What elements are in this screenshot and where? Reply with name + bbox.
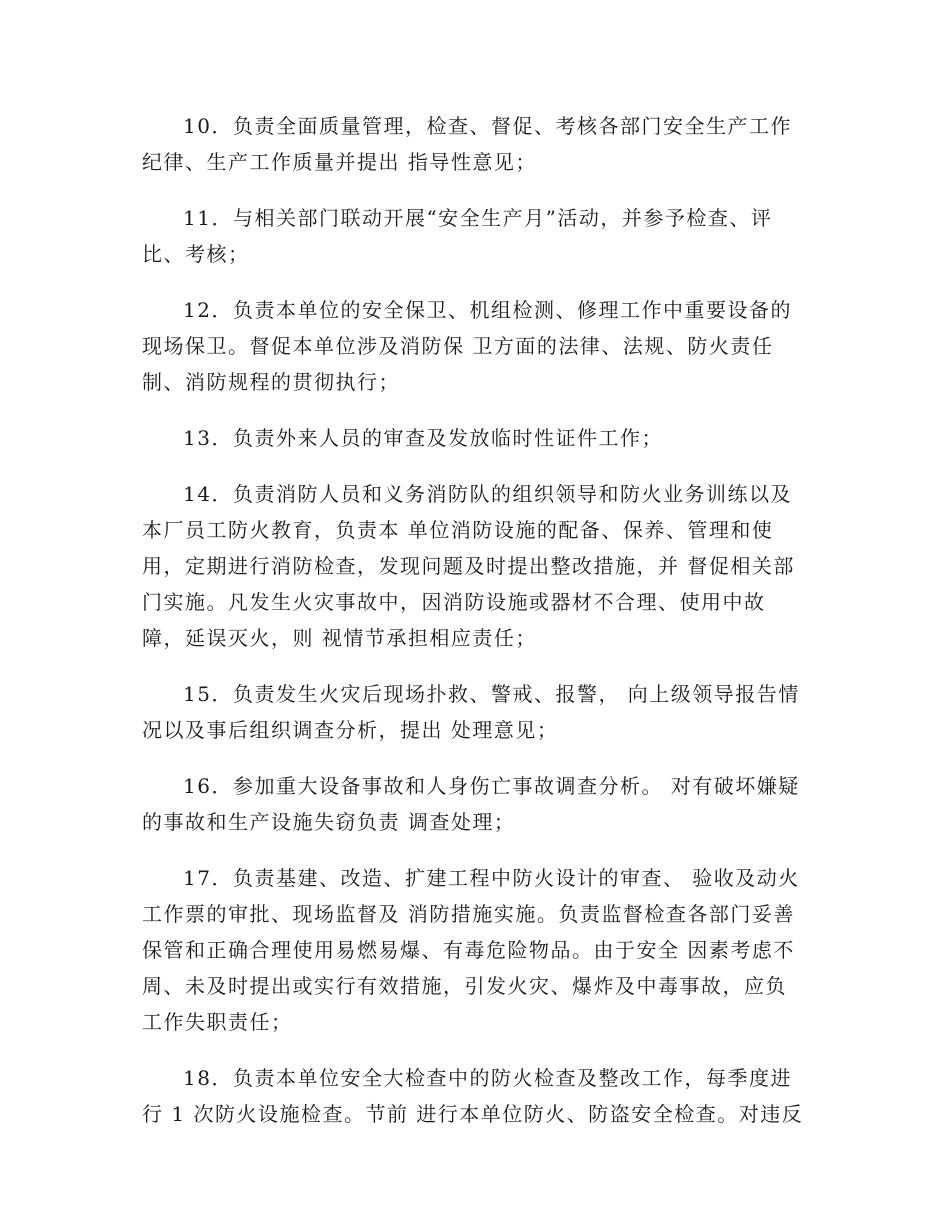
- text-line: 10．负责全面质量管理，检查、督促、考核各部门安全生产工作: [183, 114, 792, 138]
- paragraph-17: [142, 860, 804, 1040]
- text-line: 13．负责外来人员的审查及发放临时性证件工作；: [183, 426, 663, 450]
- paragraph-12: [142, 292, 804, 400]
- text-line: 比、考核；: [142, 242, 250, 266]
- text-line: 现场保卫。督促本单位涉及消防保 卫方面的法律、法规、防火责任: [142, 334, 774, 358]
- text-line: 14．负责消防人员和义务消防队的组织领导和防火业务训练以及: [183, 482, 792, 506]
- text-line: 制、消防规程的贯彻执行；: [142, 370, 400, 394]
- text-line: 用，定期进行消防检查，发现问题及时提出整改措施，并 督促相关部: [142, 554, 795, 578]
- paragraph-10: [142, 108, 804, 180]
- text-line: 门实施。凡发生火灾事故中，因消防设施或器材不合理、使用中故: [142, 590, 766, 614]
- text-line: 15．负责发生火灾后现场扑救、警戒、报警， 向上级领导报告情: [183, 682, 800, 706]
- paragraph-15: [142, 676, 804, 748]
- paragraph-18: [142, 1060, 804, 1132]
- text-line: 工作失职责任；: [142, 1010, 293, 1034]
- text-line: 本厂员工防火教育，负责本 单位消防设施的配备、保养、管理和使: [142, 518, 774, 542]
- text-line: 16．参加重大设备事故和人身伤亡事故调查分析。 对有破坏嫌疑: [183, 774, 800, 798]
- text-line: 工作票的审批、现场监督及 消防措施实施。负责监督检查各部门妥善: [142, 902, 795, 926]
- text-line: 18．负责本单位安全大检查中的防火检查及整改工作，每季度进: [183, 1066, 792, 1090]
- paragraph-14: [142, 476, 804, 656]
- text-line: 12．负责本单位的安全保卫、机组检测、修理工作中重要设备的: [183, 298, 792, 322]
- text-line: 17．负责基建、改造、扩建工程中防火设计的审查、 验收及动火: [183, 866, 800, 890]
- paragraph-13: [142, 420, 804, 456]
- text-line: 的事故和生产设施失窃负责 调查处理；: [142, 810, 516, 834]
- text-line: 周、未及时提出或实行有效措施，引发火灾、爆炸及中毒事故，应负: [142, 974, 787, 998]
- paragraph-11: [142, 200, 804, 272]
- text-line: 11．与相关部门联动开展“安全生产月”活动，并参予检查、评: [183, 206, 773, 230]
- text-line: 保管和正确合理使用易燃易爆、有毒危险物品。由于安全 因素考虑不: [142, 938, 795, 962]
- text-line: 行 1 次防火设施检查。节前 进行本单位防火、防盗安全检查。对违反: [142, 1102, 804, 1126]
- text-line: 况以及事后组织调查分析，提出 处理意见；: [142, 718, 559, 742]
- text-line: 障，延误灭火，则 视情节承担相应责任；: [142, 626, 537, 650]
- document-body: [142, 108, 804, 1152]
- paragraph-16: [142, 768, 804, 840]
- text-line: 纪律、生产工作质量并提出 指导性意见；: [142, 150, 537, 174]
